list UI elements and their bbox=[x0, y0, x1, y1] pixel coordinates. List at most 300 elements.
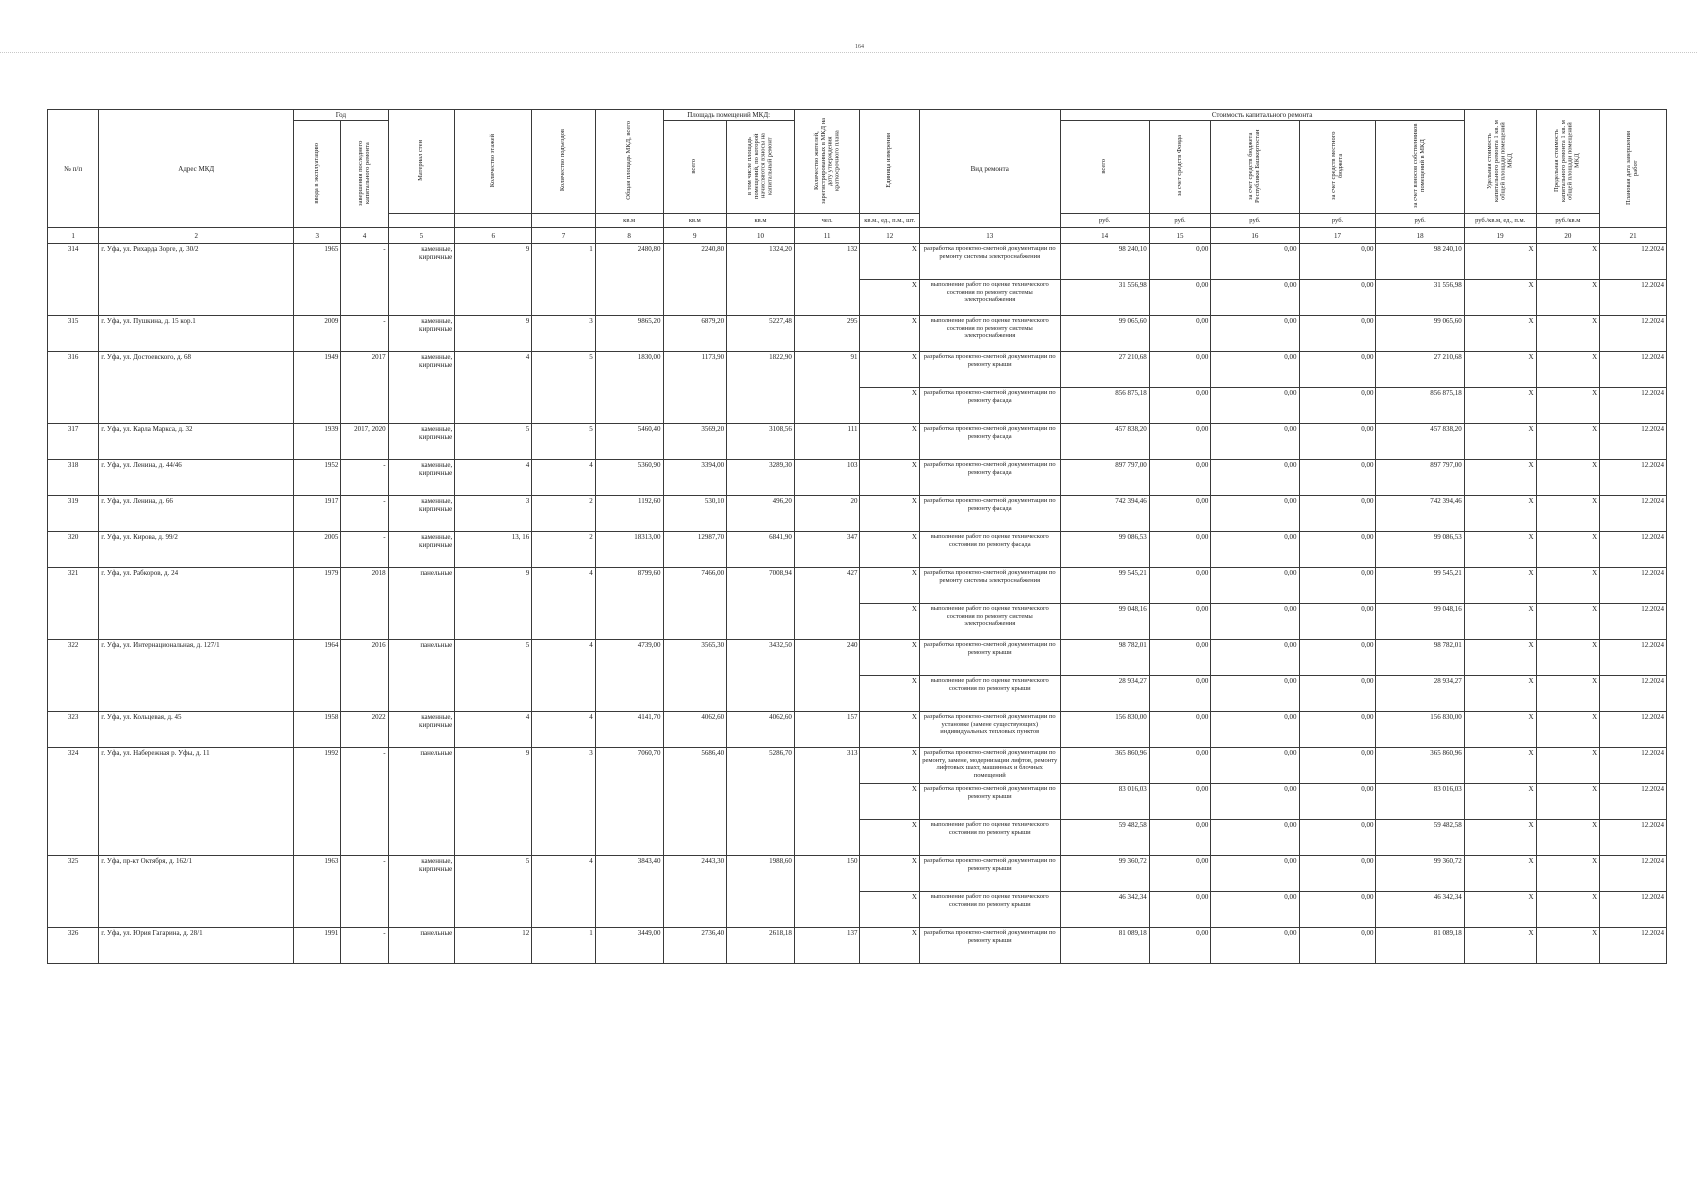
row-material: каменные, кирпичные bbox=[388, 532, 455, 568]
work-cost-rb: 0,00 bbox=[1211, 316, 1299, 352]
work-cost-total: 27 210,68 bbox=[1060, 352, 1149, 388]
work-unit: X bbox=[860, 676, 920, 712]
table-body bbox=[48, 244, 1667, 964]
work-cost-total: 83 016,03 bbox=[1060, 784, 1149, 820]
header-cost-owners: за счет взносов собственников помещений в МКД bbox=[1376, 121, 1464, 214]
row-material: каменные, кирпичные bbox=[388, 712, 455, 748]
row-year-repair: - bbox=[341, 460, 388, 496]
header-year-repair: завершения последнего капитального ремонта bbox=[341, 121, 388, 228]
table-header bbox=[48, 110, 1667, 244]
row-number: 321 bbox=[48, 568, 99, 640]
work-specific-cost: X bbox=[1464, 604, 1536, 640]
row-address: г. Уфа, ул. Рихарда Зорге, д. 30/2 bbox=[99, 244, 294, 316]
work-cost-fund: 0,00 bbox=[1149, 496, 1211, 532]
header-cost-group: Стоимость капитального ремонта bbox=[1060, 110, 1464, 121]
work-plan-date: 12.2024 bbox=[1600, 280, 1667, 316]
unit-area-fees: кв.м bbox=[727, 214, 795, 228]
unit-floors bbox=[455, 214, 532, 228]
row-material: панельные bbox=[388, 568, 455, 640]
row-number: 325 bbox=[48, 856, 99, 928]
work-unit: X bbox=[860, 388, 920, 424]
work-specific-cost: X bbox=[1464, 784, 1536, 820]
table-row bbox=[48, 424, 1667, 460]
work-unit: X bbox=[860, 892, 920, 928]
work-type: выполнение работ по оценке технического состояния по ремонту крыши bbox=[919, 676, 1060, 712]
row-entrances: 1 bbox=[532, 244, 596, 316]
work-cost-rb: 0,00 bbox=[1211, 388, 1299, 424]
row-entrances: 2 bbox=[532, 496, 596, 532]
work-cost-total: 98 782,01 bbox=[1060, 640, 1149, 676]
work-cost-total: 99 065,60 bbox=[1060, 316, 1149, 352]
column-number: 7 bbox=[532, 228, 596, 244]
work-cost-fund: 0,00 bbox=[1149, 712, 1211, 748]
work-plan-date: 12.2024 bbox=[1600, 604, 1667, 640]
row-residents: 150 bbox=[794, 856, 860, 928]
work-plan-date: 12.2024 bbox=[1600, 640, 1667, 676]
work-cost-rb: 0,00 bbox=[1211, 604, 1299, 640]
work-cost-local: 0,00 bbox=[1299, 604, 1376, 640]
header-year-built: ввода в эксплуатацию bbox=[294, 121, 341, 228]
column-number: 17 bbox=[1299, 228, 1376, 244]
row-floors: 5 bbox=[455, 424, 532, 460]
work-unit: X bbox=[860, 244, 920, 280]
row-number: 317 bbox=[48, 424, 99, 460]
work-cost-local: 0,00 bbox=[1299, 748, 1376, 784]
row-floors: 5 bbox=[455, 640, 532, 712]
work-cost-fund: 0,00 bbox=[1149, 748, 1211, 784]
row-year-repair: 2018 bbox=[341, 568, 388, 640]
work-cost-fund: 0,00 bbox=[1149, 676, 1211, 712]
row-residents: 347 bbox=[794, 532, 860, 568]
work-cost-rb: 0,00 bbox=[1211, 856, 1299, 892]
table-row bbox=[48, 856, 1667, 892]
header-area-total: Общая площадь МКД, всего bbox=[595, 110, 663, 214]
row-material: панельные bbox=[388, 640, 455, 712]
work-unit: X bbox=[860, 784, 920, 820]
work-type: разработка проектно-сметной документации по ремонту фасада bbox=[919, 460, 1060, 496]
work-cost-local: 0,00 bbox=[1299, 280, 1376, 316]
work-unit: X bbox=[860, 604, 920, 640]
work-cost-local: 0,00 bbox=[1299, 496, 1376, 532]
work-cost-total: 742 394,46 bbox=[1060, 496, 1149, 532]
row-year-built: 1964 bbox=[294, 640, 341, 712]
work-limit-cost: X bbox=[1536, 424, 1600, 460]
row-area-rooms: 1173,90 bbox=[663, 352, 727, 424]
work-cost-total: 46 342,34 bbox=[1060, 892, 1149, 928]
work-cost-total: 99 360,72 bbox=[1060, 856, 1149, 892]
row-number: 320 bbox=[48, 532, 99, 568]
row-floors: 9 bbox=[455, 748, 532, 856]
work-cost-fund: 0,00 bbox=[1149, 280, 1211, 316]
row-year-built: 1958 bbox=[294, 712, 341, 748]
work-cost-total: 99 086,53 bbox=[1060, 532, 1149, 568]
work-type: разработка проектно-сметной документации по ремонту крыши bbox=[919, 352, 1060, 388]
work-cost-total: 365 860,96 bbox=[1060, 748, 1149, 784]
work-cost-rb: 0,00 bbox=[1211, 568, 1299, 604]
work-cost-total: 99 545,21 bbox=[1060, 568, 1149, 604]
work-specific-cost: X bbox=[1464, 532, 1536, 568]
work-cost-local: 0,00 bbox=[1299, 388, 1376, 424]
row-area-rooms: 2443,30 bbox=[663, 856, 727, 928]
column-number: 21 bbox=[1600, 228, 1667, 244]
work-cost-rb: 0,00 bbox=[1211, 460, 1299, 496]
work-cost-fund: 0,00 bbox=[1149, 460, 1211, 496]
unit-residents: чел. bbox=[794, 214, 860, 228]
table-row bbox=[48, 460, 1667, 496]
work-limit-cost: X bbox=[1536, 352, 1600, 388]
header-cost-local: за счет средств местного бюджета bbox=[1299, 121, 1376, 214]
row-floors: 12 bbox=[455, 928, 532, 964]
work-unit: X bbox=[860, 352, 920, 388]
scan-divider bbox=[0, 52, 1697, 53]
row-material: каменные, кирпичные bbox=[388, 424, 455, 460]
work-type: разработка проектно-сметной документации по ремонту крыши bbox=[919, 856, 1060, 892]
work-unit: X bbox=[860, 748, 920, 784]
work-cost-local: 0,00 bbox=[1299, 460, 1376, 496]
header-entrances: Количество подъездов bbox=[532, 110, 596, 214]
row-year-repair: - bbox=[341, 496, 388, 532]
work-type: разработка проектно-сметной документации по ремонту, замене, модернизации лифтов, ремонту лифтовых шахт, машинных и блочных помещений bbox=[919, 748, 1060, 784]
work-unit: X bbox=[860, 640, 920, 676]
row-residents: 103 bbox=[794, 460, 860, 496]
unit-cost-total: руб. bbox=[1060, 214, 1149, 228]
work-cost-local: 0,00 bbox=[1299, 892, 1376, 928]
row-address: г. Уфа, ул. Юрия Гагарина, д. 28/1 bbox=[99, 928, 294, 964]
work-limit-cost: X bbox=[1536, 928, 1600, 964]
column-numbers-row bbox=[48, 228, 1667, 244]
work-specific-cost: X bbox=[1464, 568, 1536, 604]
column-number: 11 bbox=[794, 228, 860, 244]
work-cost-owners: 31 556,98 bbox=[1376, 280, 1464, 316]
work-cost-fund: 0,00 bbox=[1149, 352, 1211, 388]
unit-specific-cost: руб./кв.м, ед., п.м. bbox=[1464, 214, 1536, 228]
work-unit: X bbox=[860, 316, 920, 352]
header-area-group: Площадь помещений МКД: bbox=[663, 110, 794, 121]
work-cost-owners: 46 342,34 bbox=[1376, 892, 1464, 928]
column-number: 19 bbox=[1464, 228, 1536, 244]
work-limit-cost: X bbox=[1536, 316, 1600, 352]
row-area-fees: 4062,60 bbox=[727, 712, 795, 748]
row-residents: 20 bbox=[794, 496, 860, 532]
row-material: каменные, кирпичные bbox=[388, 352, 455, 424]
work-cost-total: 81 089,18 bbox=[1060, 928, 1149, 964]
work-specific-cost: X bbox=[1464, 748, 1536, 784]
row-area-rooms: 2240,80 bbox=[663, 244, 727, 316]
work-type: разработка проектно-сметной документации по ремонту крыши bbox=[919, 928, 1060, 964]
work-cost-owners: 365 860,96 bbox=[1376, 748, 1464, 784]
row-floors: 4 bbox=[455, 460, 532, 496]
work-plan-date: 12.2024 bbox=[1600, 532, 1667, 568]
table-row bbox=[48, 352, 1667, 388]
row-area-rooms: 530,10 bbox=[663, 496, 727, 532]
work-limit-cost: X bbox=[1536, 244, 1600, 280]
unit-area-total: кв.м bbox=[595, 214, 663, 228]
row-number: 322 bbox=[48, 640, 99, 712]
work-specific-cost: X bbox=[1464, 424, 1536, 460]
work-plan-date: 12.2024 bbox=[1600, 568, 1667, 604]
row-number: 324 bbox=[48, 748, 99, 856]
table-row bbox=[48, 928, 1667, 964]
row-area-total: 2480,80 bbox=[595, 244, 663, 316]
row-address: г. Уфа, ул. Кольцевая, д. 45 bbox=[99, 712, 294, 748]
row-area-rooms: 3565,30 bbox=[663, 640, 727, 712]
row-year-repair: - bbox=[341, 928, 388, 964]
unit-limit-cost: руб./кв.м bbox=[1536, 214, 1600, 228]
work-type: выполнение работ по оценке технического состояния по ремонту системы электроснабжения bbox=[919, 280, 1060, 316]
table-row bbox=[48, 748, 1667, 784]
work-cost-owners: 99 086,53 bbox=[1376, 532, 1464, 568]
work-cost-owners: 99 065,60 bbox=[1376, 316, 1464, 352]
row-residents: 427 bbox=[794, 568, 860, 640]
work-specific-cost: X bbox=[1464, 676, 1536, 712]
work-unit: X bbox=[860, 496, 920, 532]
work-limit-cost: X bbox=[1536, 712, 1600, 748]
row-number: 315 bbox=[48, 316, 99, 352]
page-number: 164 bbox=[855, 44, 864, 50]
column-number: 15 bbox=[1149, 228, 1211, 244]
row-area-fees: 6841,90 bbox=[727, 532, 795, 568]
row-material: каменные, кирпичные bbox=[388, 244, 455, 316]
column-number: 16 bbox=[1211, 228, 1299, 244]
row-year-repair: - bbox=[341, 316, 388, 352]
column-number: 18 bbox=[1376, 228, 1464, 244]
row-material: каменные, кирпичные bbox=[388, 496, 455, 532]
column-number: 2 bbox=[99, 228, 294, 244]
header-material: Материал стен bbox=[388, 110, 455, 214]
header-cost-total: всего bbox=[1060, 121, 1149, 214]
row-area-fees: 1822,90 bbox=[727, 352, 795, 424]
work-cost-owners: 99 048,16 bbox=[1376, 604, 1464, 640]
column-number: 12 bbox=[860, 228, 920, 244]
work-cost-owners: 27 210,68 bbox=[1376, 352, 1464, 388]
row-year-built: 2009 bbox=[294, 316, 341, 352]
row-number: 314 bbox=[48, 244, 99, 316]
row-area-rooms: 5686,40 bbox=[663, 748, 727, 856]
table-row bbox=[48, 712, 1667, 748]
work-cost-rb: 0,00 bbox=[1211, 712, 1299, 748]
row-number: 323 bbox=[48, 712, 99, 748]
row-area-total: 5460,40 bbox=[595, 424, 663, 460]
table-row bbox=[48, 640, 1667, 676]
work-type: разработка проектно-сметной документации по ремонту крыши bbox=[919, 784, 1060, 820]
row-area-total: 18313,00 bbox=[595, 532, 663, 568]
row-address: г. Уфа, ул. Ленина, д. 44/46 bbox=[99, 460, 294, 496]
work-cost-fund: 0,00 bbox=[1149, 892, 1211, 928]
row-entrances: 4 bbox=[532, 568, 596, 640]
column-number: 3 bbox=[294, 228, 341, 244]
row-year-repair: - bbox=[341, 748, 388, 856]
work-specific-cost: X bbox=[1464, 316, 1536, 352]
work-cost-total: 98 240,10 bbox=[1060, 244, 1149, 280]
column-number: 9 bbox=[663, 228, 727, 244]
column-number: 8 bbox=[595, 228, 663, 244]
work-unit: X bbox=[860, 424, 920, 460]
work-limit-cost: X bbox=[1536, 280, 1600, 316]
row-number: 319 bbox=[48, 496, 99, 532]
row-area-total: 8799,60 bbox=[595, 568, 663, 640]
row-area-rooms: 3394,00 bbox=[663, 460, 727, 496]
row-year-repair: - bbox=[341, 244, 388, 316]
header-limit-cost: Предельная стоимость капитального ремонта 1 кв. м общей площади помещений МКД bbox=[1536, 110, 1600, 214]
row-year-repair: 2022 bbox=[341, 712, 388, 748]
work-plan-date: 12.2024 bbox=[1600, 820, 1667, 856]
unit-material bbox=[388, 214, 455, 228]
row-area-rooms: 3569,20 bbox=[663, 424, 727, 460]
work-specific-cost: X bbox=[1464, 460, 1536, 496]
work-cost-owners: 83 016,03 bbox=[1376, 784, 1464, 820]
row-entrances: 4 bbox=[532, 856, 596, 928]
row-residents: 137 bbox=[794, 928, 860, 964]
row-entrances: 5 bbox=[532, 424, 596, 460]
work-unit: X bbox=[860, 856, 920, 892]
table-row bbox=[48, 568, 1667, 604]
work-type: выполнение работ по оценке технического состояния по ремонту системы электроснабжения bbox=[919, 316, 1060, 352]
row-year-repair: 2017, 2020 bbox=[341, 424, 388, 460]
work-type: выполнение работ по оценке технического состояния по ремонту системы электроснабжения bbox=[919, 604, 1060, 640]
row-area-fees: 3108,56 bbox=[727, 424, 795, 460]
column-number: 1 bbox=[48, 228, 99, 244]
work-plan-date: 12.2024 bbox=[1600, 352, 1667, 388]
work-plan-date: 12.2024 bbox=[1600, 460, 1667, 496]
table-row bbox=[48, 244, 1667, 280]
row-area-fees: 5227,48 bbox=[727, 316, 795, 352]
row-entrances: 3 bbox=[532, 316, 596, 352]
column-number: 6 bbox=[455, 228, 532, 244]
row-address: г. Уфа, ул. Ленина, д. 66 bbox=[99, 496, 294, 532]
work-cost-total: 156 830,00 bbox=[1060, 712, 1149, 748]
work-cost-total: 28 934,27 bbox=[1060, 676, 1149, 712]
work-cost-rb: 0,00 bbox=[1211, 352, 1299, 388]
row-number: 326 bbox=[48, 928, 99, 964]
work-cost-owners: 856 875,18 bbox=[1376, 388, 1464, 424]
work-limit-cost: X bbox=[1536, 604, 1600, 640]
work-specific-cost: X bbox=[1464, 928, 1536, 964]
row-material: панельные bbox=[388, 748, 455, 856]
table-row bbox=[48, 532, 1667, 568]
column-number: 14 bbox=[1060, 228, 1149, 244]
work-specific-cost: X bbox=[1464, 352, 1536, 388]
work-specific-cost: X bbox=[1464, 820, 1536, 856]
work-cost-local: 0,00 bbox=[1299, 568, 1376, 604]
work-plan-date: 12.2024 bbox=[1600, 784, 1667, 820]
row-area-total: 1192,60 bbox=[595, 496, 663, 532]
work-cost-fund: 0,00 bbox=[1149, 388, 1211, 424]
row-year-built: 1965 bbox=[294, 244, 341, 316]
row-entrances: 1 bbox=[532, 928, 596, 964]
work-cost-fund: 0,00 bbox=[1149, 604, 1211, 640]
work-limit-cost: X bbox=[1536, 856, 1600, 892]
column-number: 13 bbox=[919, 228, 1060, 244]
work-cost-rb: 0,00 bbox=[1211, 244, 1299, 280]
row-area-total: 7060,70 bbox=[595, 748, 663, 856]
row-residents: 132 bbox=[794, 244, 860, 316]
work-cost-total: 99 048,16 bbox=[1060, 604, 1149, 640]
work-limit-cost: X bbox=[1536, 820, 1600, 856]
row-entrances: 4 bbox=[532, 712, 596, 748]
header-specific-cost: Удельная стоимость капитального ремонта 1 кв. м общей площади помещений МКД bbox=[1464, 110, 1536, 214]
work-plan-date: 12.2024 bbox=[1600, 712, 1667, 748]
work-plan-date: 12.2024 bbox=[1600, 424, 1667, 460]
work-cost-local: 0,00 bbox=[1299, 316, 1376, 352]
work-limit-cost: X bbox=[1536, 784, 1600, 820]
work-cost-total: 457 838,20 bbox=[1060, 424, 1149, 460]
row-floors: 9 bbox=[455, 244, 532, 316]
row-residents: 240 bbox=[794, 640, 860, 712]
row-floors: 9 bbox=[455, 316, 532, 352]
work-cost-owners: 156 830,00 bbox=[1376, 712, 1464, 748]
header-cost-fund: за счет средств Фонда bbox=[1149, 121, 1211, 214]
header-address: Адрес МКД bbox=[99, 110, 294, 228]
row-year-repair: 2017 bbox=[341, 352, 388, 424]
unit-cost-rb: руб. bbox=[1211, 214, 1299, 228]
row-address: г. Уфа, ул. Рабкоров, д. 24 bbox=[99, 568, 294, 640]
row-area-total: 1830,00 bbox=[595, 352, 663, 424]
work-plan-date: 12.2024 bbox=[1600, 244, 1667, 280]
work-type: разработка проектно-сметной документации по установке (замене существующих) индивидуальных тепловых пунктов bbox=[919, 712, 1060, 748]
capital-repair-table bbox=[47, 109, 1667, 964]
work-type: разработка проектно-сметной документации по ремонту фасада bbox=[919, 388, 1060, 424]
row-area-total: 3843,40 bbox=[595, 856, 663, 928]
work-cost-local: 0,00 bbox=[1299, 928, 1376, 964]
row-year-built: 1949 bbox=[294, 352, 341, 424]
row-address: г. Уфа, ул. Интернациональная, д. 127/1 bbox=[99, 640, 294, 712]
row-entrances: 4 bbox=[532, 640, 596, 712]
row-year-built: 1992 bbox=[294, 748, 341, 856]
row-material: каменные, кирпичные bbox=[388, 460, 455, 496]
work-cost-local: 0,00 bbox=[1299, 424, 1376, 460]
row-residents: 295 bbox=[794, 316, 860, 352]
work-cost-owners: 99 545,21 bbox=[1376, 568, 1464, 604]
work-cost-owners: 99 360,72 bbox=[1376, 856, 1464, 892]
column-number: 10 bbox=[727, 228, 795, 244]
work-cost-rb: 0,00 bbox=[1211, 676, 1299, 712]
work-limit-cost: X bbox=[1536, 388, 1600, 424]
work-cost-owners: 59 482,58 bbox=[1376, 820, 1464, 856]
work-specific-cost: X bbox=[1464, 640, 1536, 676]
work-specific-cost: X bbox=[1464, 280, 1536, 316]
work-limit-cost: X bbox=[1536, 676, 1600, 712]
work-cost-total: 31 556,98 bbox=[1060, 280, 1149, 316]
row-year-built: 2005 bbox=[294, 532, 341, 568]
work-limit-cost: X bbox=[1536, 748, 1600, 784]
row-year-built: 1952 bbox=[294, 460, 341, 496]
row-floors: 4 bbox=[455, 712, 532, 748]
row-area-total: 9865,20 bbox=[595, 316, 663, 352]
row-area-total: 5360,90 bbox=[595, 460, 663, 496]
unit-area-rooms: кв.м bbox=[663, 214, 727, 228]
header-year-group: Год bbox=[294, 110, 388, 121]
work-unit: X bbox=[860, 460, 920, 496]
work-cost-owners: 98 782,01 bbox=[1376, 640, 1464, 676]
row-area-rooms: 12987,70 bbox=[663, 532, 727, 568]
work-unit: X bbox=[860, 568, 920, 604]
header-work-type: Вид ремонта bbox=[919, 110, 1060, 228]
work-plan-date: 12.2024 bbox=[1600, 928, 1667, 964]
header-floors: Количество этажей bbox=[455, 110, 532, 214]
row-area-fees: 7008,94 bbox=[727, 568, 795, 640]
work-cost-local: 0,00 bbox=[1299, 820, 1376, 856]
row-address: г. Уфа, ул. Достоевского, д. 68 bbox=[99, 352, 294, 424]
work-cost-rb: 0,00 bbox=[1211, 784, 1299, 820]
work-cost-owners: 81 089,18 bbox=[1376, 928, 1464, 964]
work-cost-owners: 897 797,00 bbox=[1376, 460, 1464, 496]
row-residents: 157 bbox=[794, 712, 860, 748]
work-cost-total: 897 797,00 bbox=[1060, 460, 1149, 496]
work-cost-local: 0,00 bbox=[1299, 244, 1376, 280]
unit-entrances bbox=[532, 214, 596, 228]
work-plan-date: 12.2024 bbox=[1600, 496, 1667, 532]
row-area-rooms: 2736,40 bbox=[663, 928, 727, 964]
